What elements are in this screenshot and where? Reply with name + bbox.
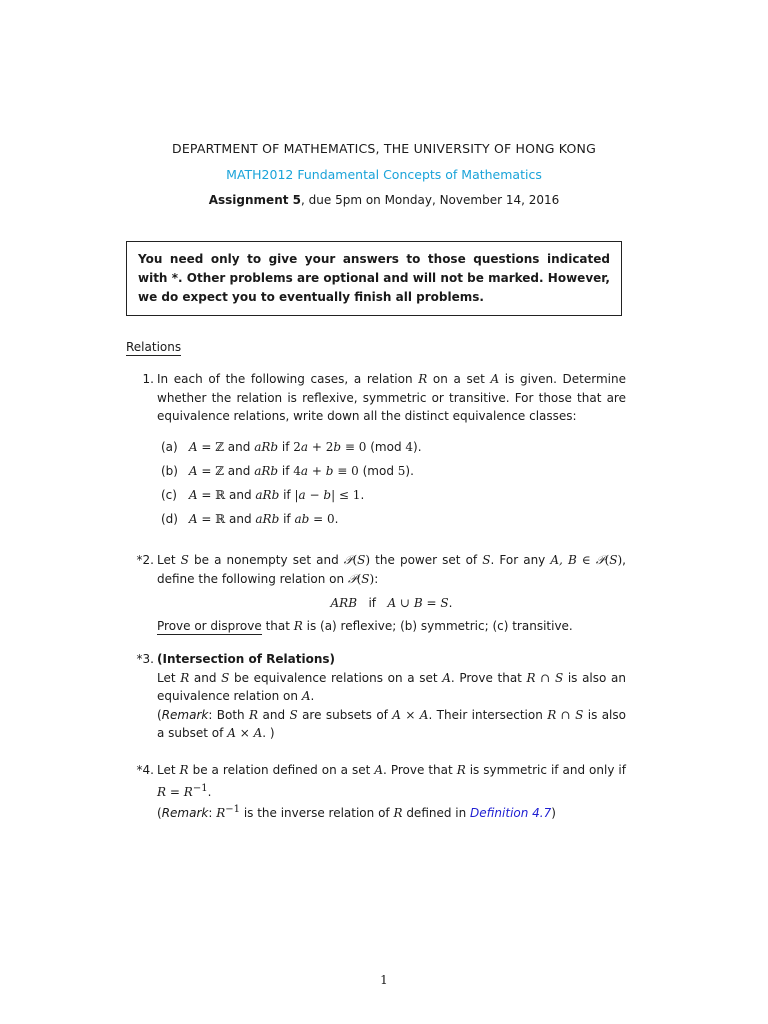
course-title: MATH2012 Fundamental Concepts of Mathematics [226, 167, 542, 182]
relation-definition: ARB if A ∪ B = S. [330, 596, 453, 610]
subquestion-c: (c) A = ℝ and aRb if |a − b| ≤ 1. [161, 487, 365, 502]
notice-box: You need only to give your answers to those questions indicated with *. Other problems are optional and will not be marked. However, we do expect you to eventually finish all problems. [126, 241, 622, 316]
question-body: In each of the following cases, a relation R on a set A is given. Determine whether the relation is reflexive, symmetric or transitive. For those that are equivalence relations, write down all the distinct equivalence classes: (a) A = ℤ and aRb if 2a + 2b ≡ 0 (mod 4). (b) A = ℤ and aRb if 4a + b ≡ 0 (mod 5). (c) A = ℝ and aRb if |a − b| ≤ 1. (d) A = ℝ and aRb if ab = 0. [157, 370, 626, 531]
question-3 [126, 650, 626, 743]
question-body: Let S be a nonempty set and 𝒫(S) the power set of S. For any A, B ∈ 𝒫(S), define the following relation on 𝒫(S): ARB if A ∪ B = S. Prove or disprove that R is (a) reflexive; (b) symmetric; (c) transitive. [157, 553, 626, 633]
question-number: *2. [136, 553, 154, 567]
question-body: Let R be a relation defined on a set A. Prove that R is symmetric if and only if $R = R^{-1}$. (Remark: $R^{-1}$ is the inverse relation of R defined in Definition 4.7) [157, 763, 626, 820]
definition-link[interactable]: Definition 4.7 [470, 806, 552, 820]
question-4 [126, 761, 626, 823]
subquestion-b: (b) A = ℤ and aRb if 4a + b ≡ 0 (mod 5). [161, 463, 414, 478]
assignment-number: Assignment 5 [208, 193, 302, 207]
section-title: Relations [126, 340, 182, 354]
question-number: *4. [136, 763, 154, 777]
question-number: 1. [142, 372, 154, 386]
assignment-line [0, 193, 768, 207]
subquestion-list [161, 435, 626, 531]
question-1 [126, 370, 626, 531]
assignment-due: , due 5pm on Monday, November 14, 2016 [301, 193, 560, 207]
question-number: *3. [136, 652, 154, 666]
department-title: DEPARTMENT OF MATHEMATICS, THE UNIVERSITY OF HONG KONG [172, 141, 596, 156]
page-number: 1 [380, 973, 388, 987]
prove-or-disprove: Prove or disprove [157, 618, 262, 633]
subquestion-a: (a) A = ℤ and aRb if 2a + 2b ≡ 0 (mod 4). [161, 439, 422, 454]
question-2 [126, 551, 626, 635]
question-title: (Intersection of Relations) [157, 652, 335, 666]
subquestion-d: (d) A = ℝ and aRb if ab = 0. [161, 511, 339, 526]
question-body: (Intersection of Relations) Let R and S be equivalence relations on a set A. Prove that R ∩ S is also an equivalence relation on A. (Remark: Both R and S are subsets of A × A. Their intersection R ∩ S is also a subset of A × A. ) [157, 652, 626, 740]
